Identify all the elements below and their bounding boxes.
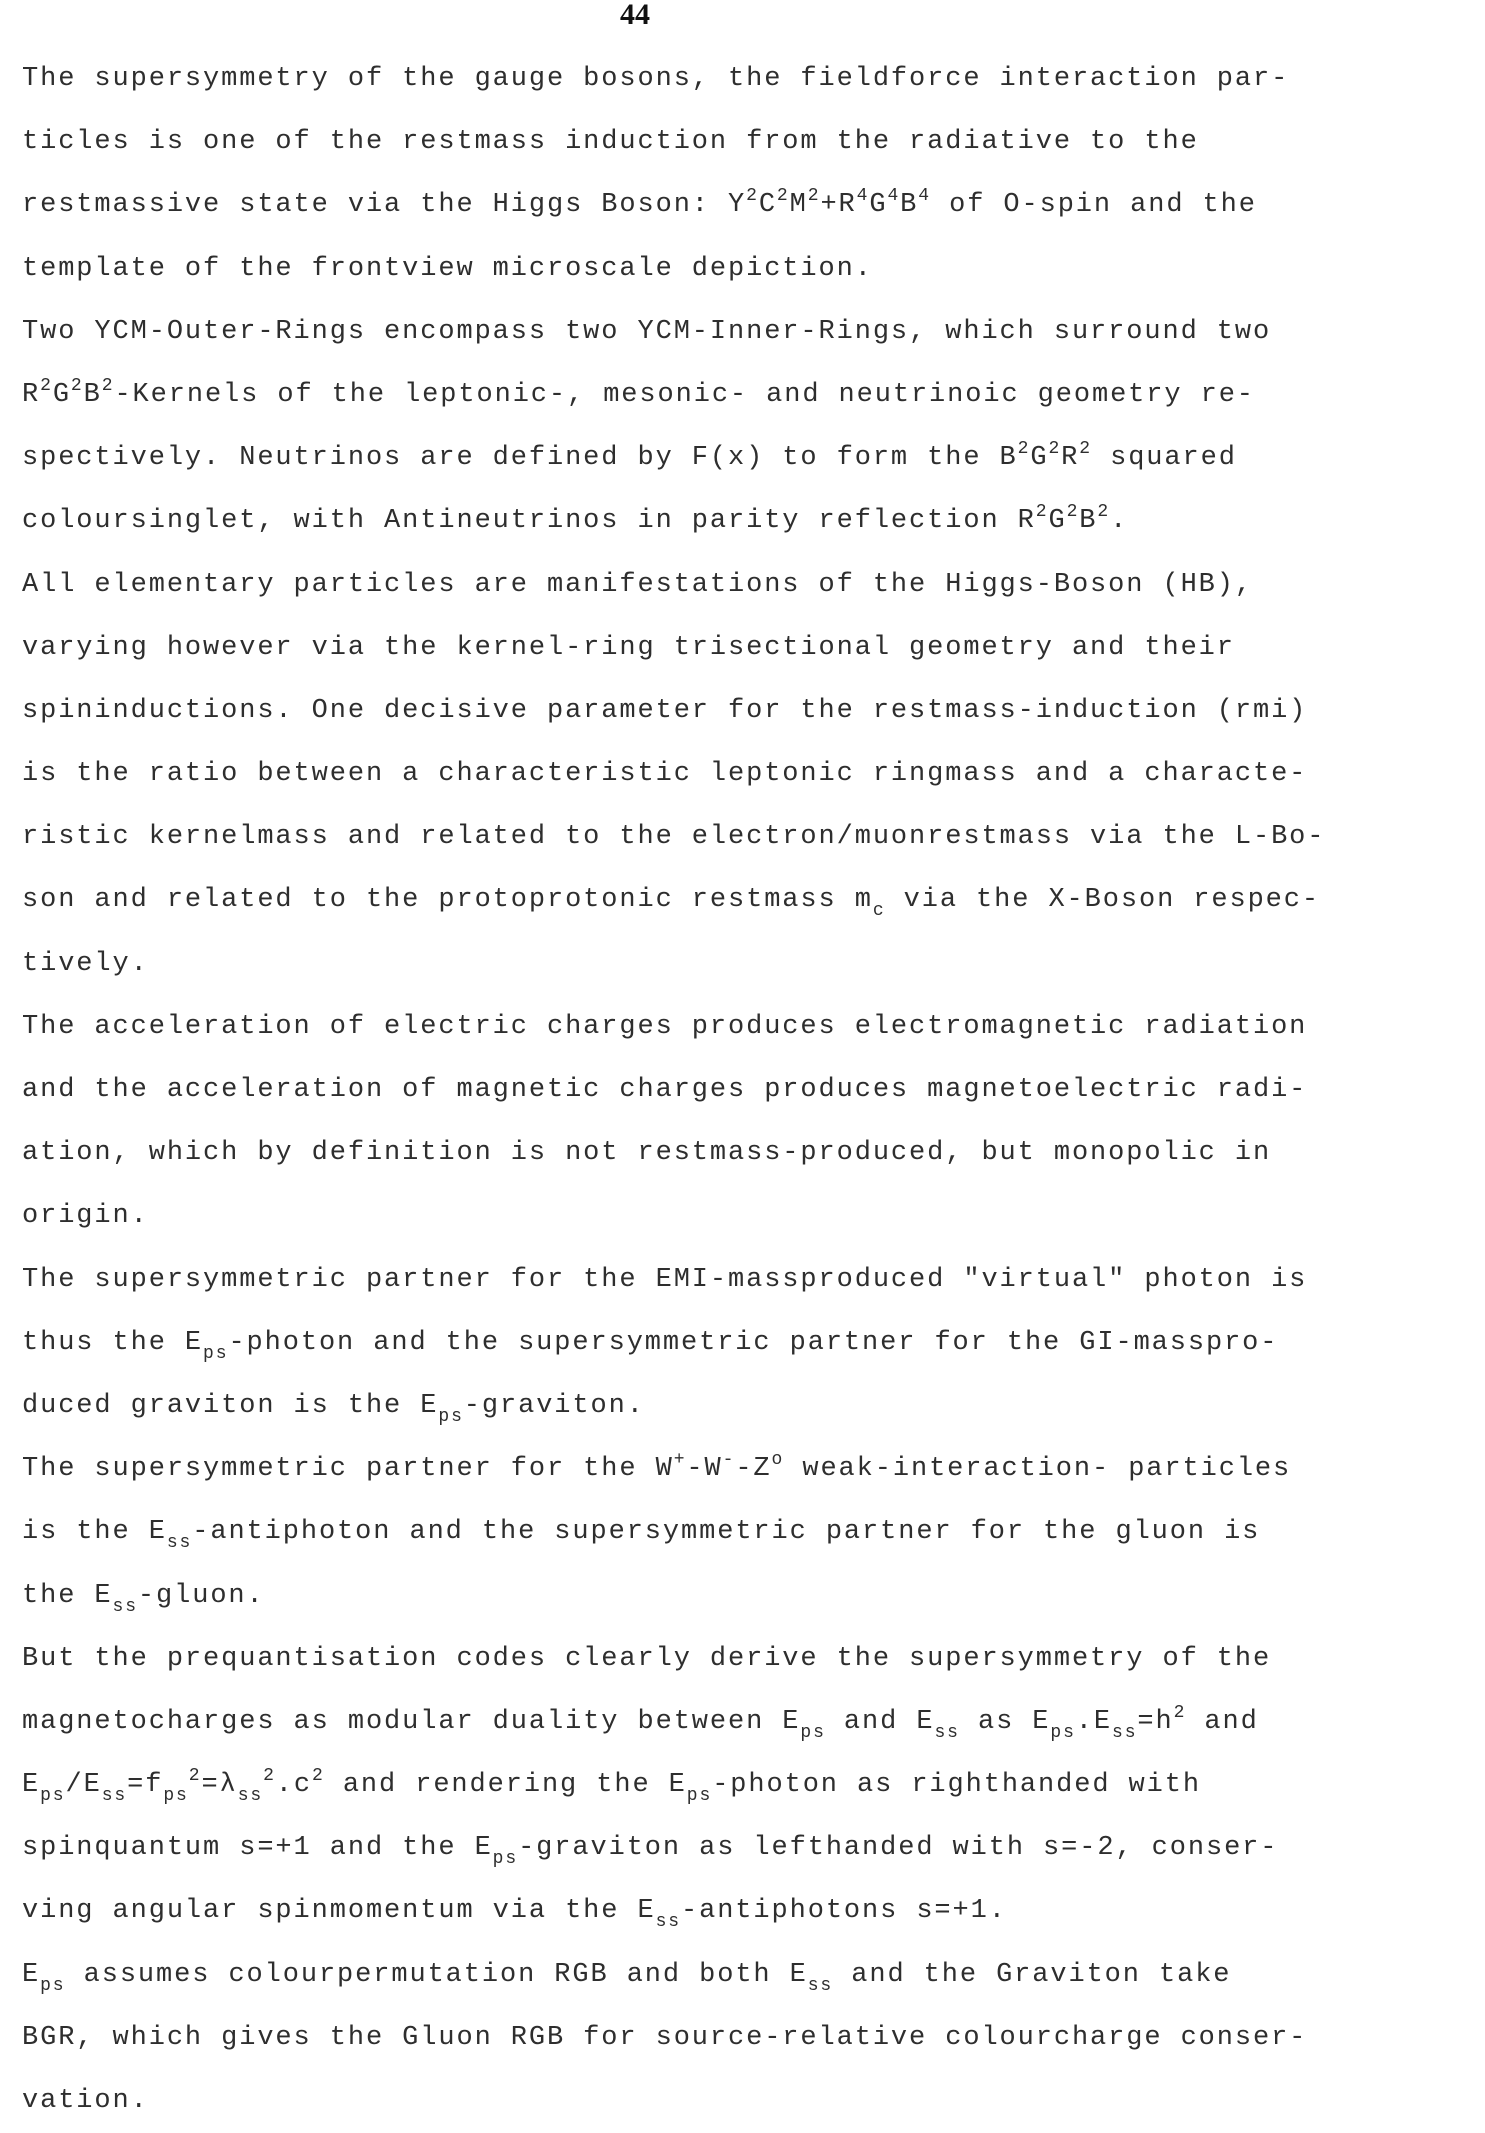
text-line: The supersymmetry of the gauge bosons, the fieldforce interaction par-: [22, 64, 1290, 94]
text-line: duced graviton is the $E_{ps}$-graviton.: [22, 1390, 645, 1427]
text-line: son and related to the protoprotonic restmass $m_c$ via the X-Boson respec-: [22, 885, 1320, 922]
text-line: But the prequantisation codes clearly derive the supersymmetry of the: [22, 1643, 1272, 1674]
text-line: spectively. Neutrinos are defined by F(x) to form the $B^2G^2R^2$ squared: [22, 439, 1237, 474]
text-line: ristic kernelmass and related to the electron/muonrestmass via the L-Bo-: [22, 822, 1326, 853]
text-line: The supersymmetric partner for the $W^+-W^--Z^o$ weak-interaction- particles: [22, 1450, 1292, 1485]
text-line: spininductions. One decisive parameter for the restmass-induction (rmi): [22, 695, 1308, 726]
text-line: $E_{ps}/E_{ss}=f_{ps}^2=\lambda_{ss}^2.c^2$ and rendering the $E_{ps}$-photon as righthanded with: [22, 1766, 1201, 1807]
text-line: coloursinglet, with Antineutrinos in parity reflection $R^2G^2B^2$.: [22, 502, 1129, 537]
text-line: is the $E_{ss}$-antiphoton and the supersymmetric partner for the gluon is: [22, 1517, 1261, 1554]
text-line: varying however via the kernel-ring trisectional geometry and their: [22, 632, 1235, 663]
text-line: thus the $E_{ps}$-photon and the supersymmetric partner for the GI-masspro-: [22, 1327, 1279, 1364]
text-line: and the acceleration of magnetic charges produces magnetoelectric radi-: [22, 1075, 1308, 1105]
text-line: BGR, which gives the Gluon RGB for source-relative colourcharge conser-: [22, 2022, 1308, 2053]
text-line: restmassive state via the Higgs Boson: $Y^2C^2M^2+R^4G^4B^4$ of O-spin and the: [22, 186, 1257, 221]
text-line: Two YCM-Outer-Rings encompass two YCM-Inner-Rings, which surround two: [22, 316, 1272, 347]
text-line: The acceleration of electric charges produces electromagnetic radiation: [22, 1011, 1308, 1042]
text-line: ving angular spinmomentum via the $E_{ss}$-antiphotons s=+1.: [22, 1896, 1007, 1933]
text-line: tively.: [22, 948, 149, 979]
text-line: magnetocharges as modular duality between $E_{ps}$ and $E_{ss}$ as $E_{ps}.E_{ss}=h^2$ and: [22, 1702, 1259, 1743]
text-line: vation.: [22, 2086, 149, 2116]
text-line: spinquantum s=+1 and the $E_{ps}$-graviton as lefthanded with s=-2, conser-: [22, 1833, 1279, 1870]
text-line: the $E_{ss}$-gluon.: [22, 1580, 265, 1617]
text-line: The supersymmetric partner for the EMI-massproduced "virtual" photon is: [22, 1264, 1308, 1295]
text-line: is the ratio between a characteristic leptonic ringmass and a characte-: [22, 759, 1308, 790]
text-line: $R^2G^2B^2$-Kernels of the leptonic-, mesonic- and neutrinoic geometry re-: [22, 375, 1255, 410]
text-line: template of the frontview microscale depiction.: [22, 253, 873, 284]
document-body: [22, 48, 1422, 2133]
text-line: ation, which by definition is not restmass-produced, but monopolic in: [22, 1138, 1272, 1169]
page-number: 44: [620, 0, 650, 31]
text-line: All elementary particles are manifestations of the Higgs-Boson (HB),: [22, 569, 1253, 600]
text-line: $E_{ps}$ assumes colourpermutation RGB and both $E_{ss}$ and the Graviton take: [22, 1959, 1232, 1996]
text-line: origin.: [22, 1201, 149, 1232]
text-line: ticles is one of the restmass induction from the radiative to the: [22, 127, 1199, 158]
